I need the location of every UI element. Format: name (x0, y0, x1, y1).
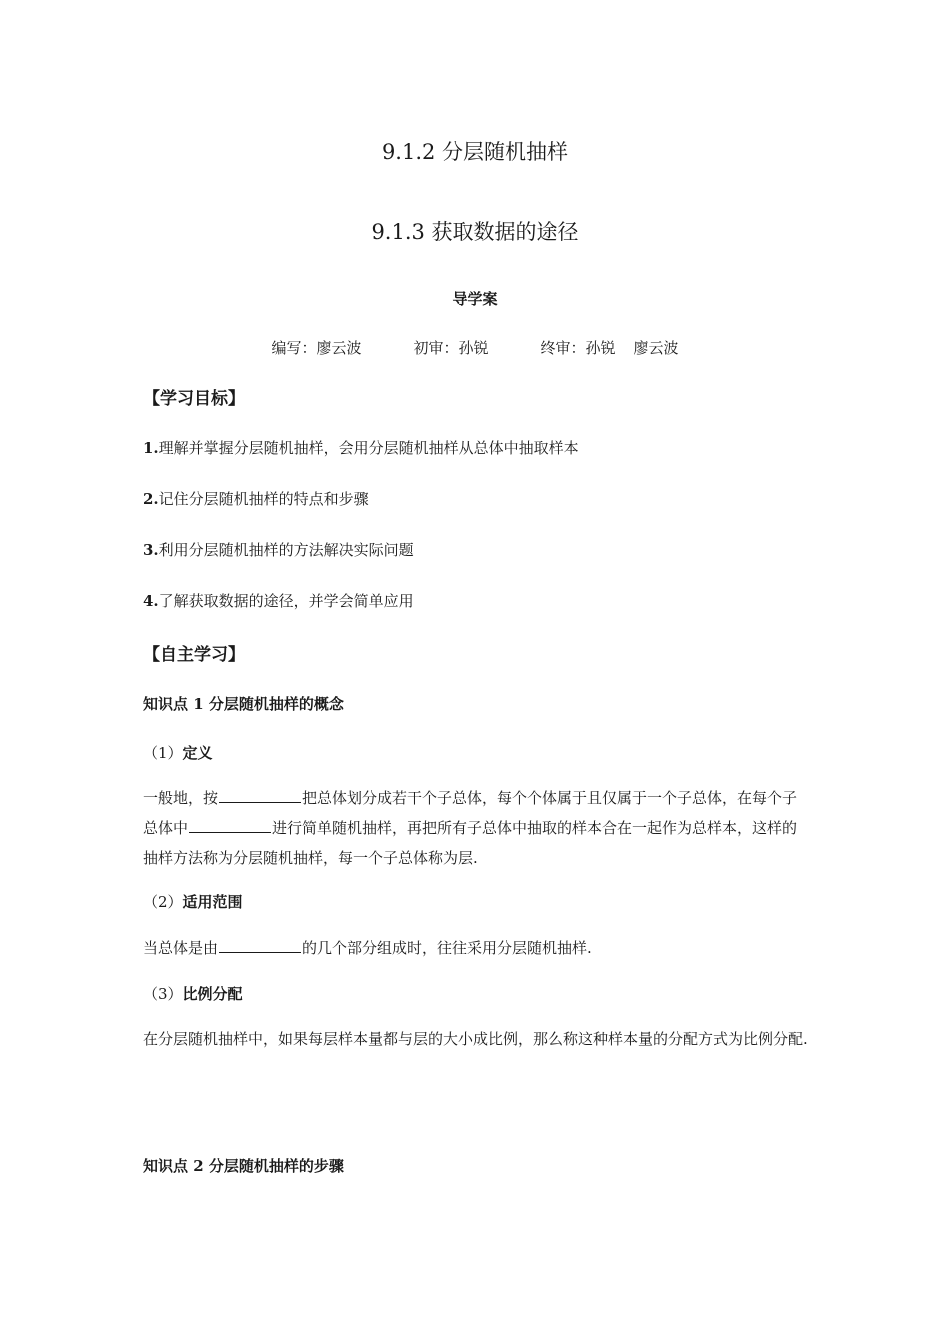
fill-in-blank[interactable] (219, 938, 301, 953)
goal-text: 利用分层随机抽样的方法解决实际问题 (158, 541, 414, 559)
goal-text: 记住分层随机抽样的特点和步骤 (158, 490, 369, 508)
fill-in-blank[interactable] (189, 818, 271, 833)
goal-item (143, 437, 579, 458)
doc-subtitle: 导学案 (452, 290, 498, 308)
goal-text: 理解并掌握分层随机抽样，会用分层随机抽样从总体中抽取样本 (158, 439, 579, 457)
goal-item (143, 590, 414, 611)
ratio-paragraph: 在分层随机抽样中，如果每层样本量都与层的大小成比例，那么称这种样本量的分配方式为比例分配. (143, 1030, 808, 1048)
definition-heading (143, 742, 213, 763)
goal-item (143, 488, 369, 509)
doc-title-line2: 9.1.3 获取数据的途径 (371, 220, 579, 244)
ratio-number: （3） (143, 985, 183, 1003)
scope-label: 适用范围 (182, 893, 243, 911)
credit-writer: 编写：廖云波 (271, 339, 362, 357)
scope-heading (143, 891, 243, 912)
definition-text-a: 一般地，按 (143, 789, 219, 807)
credit-first-review: 初审：孙锐 (413, 339, 489, 357)
ratio-heading (143, 983, 243, 1004)
doc-title-line1: 9.1.2 分层随机抽样 (381, 140, 569, 164)
scope-text-a: 当总体是由 (143, 939, 219, 957)
scope-text-b: 的几个部分组成时，往往采用分层随机抽样. (302, 939, 592, 957)
ratio-label: 比例分配 (182, 985, 243, 1003)
goal-number: 1. (143, 439, 159, 457)
fill-in-blank[interactable] (219, 788, 301, 803)
goal-item (143, 539, 414, 560)
knowledge-point-2-title: 知识点 2 分层随机抽样的步骤 (143, 1157, 344, 1175)
credit-final-review-2: 廖云波 (633, 339, 679, 357)
definition-paragraph (143, 783, 808, 873)
definition-number: （1） (143, 744, 183, 762)
credits-line (0, 337, 950, 358)
goal-number: 4. (143, 592, 159, 610)
goal-number: 2. (143, 490, 159, 508)
goal-text: 了解获取数据的途径，并学会简单应用 (158, 592, 414, 610)
goals-heading: 【学习目标】 (143, 389, 245, 409)
self-study-heading: 【自主学习】 (143, 645, 245, 665)
definition-label: 定义 (182, 744, 213, 762)
scope-number: （2） (143, 893, 183, 911)
knowledge-point-1-title: 知识点 1 分层随机抽样的概念 (143, 695, 344, 713)
definition-text-c: 进行简单随机抽样，再把所有子总体中抽取的样本合在一起作为总样本，这样的抽样方法称为分层随机抽样，每一个子总体称为层. (143, 819, 798, 867)
scope-paragraph (143, 933, 808, 963)
definition-text-b: 把总体划分成若干个子总体，每个个体属于且仅属于一个子总体，在每个子总体中 (143, 789, 798, 837)
goal-number: 3. (143, 541, 159, 559)
credit-final-review: 终审：孙锐 (540, 339, 616, 357)
